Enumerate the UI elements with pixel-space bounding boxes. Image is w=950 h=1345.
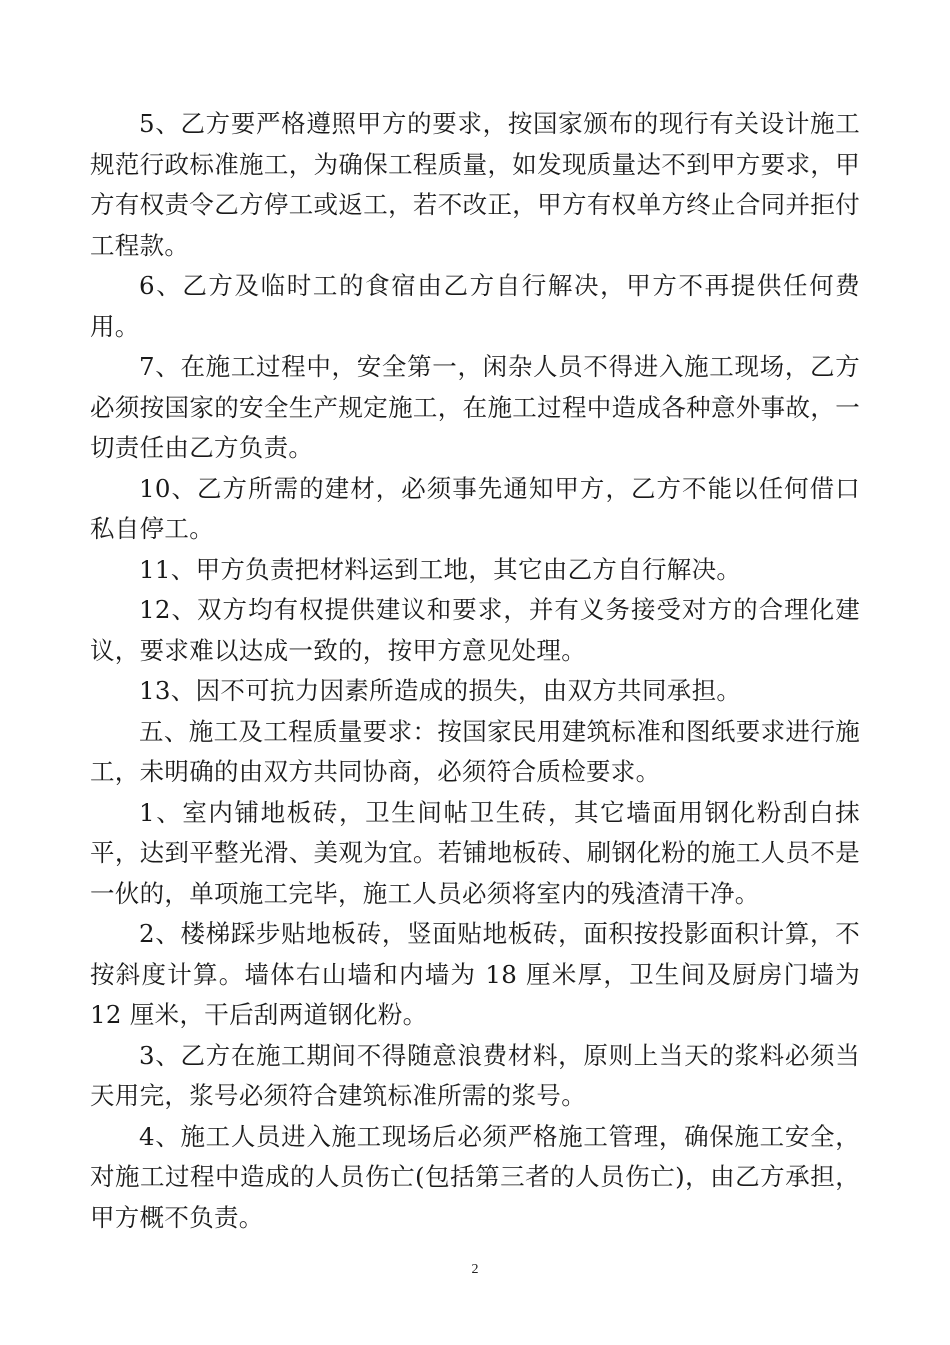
paragraph-clause-11: 11、甲方负责把材料运到工地，其它由乙方自行解决。 (139, 554, 742, 584)
paragraph-clause-7: 7、在施工过程中，安全第一，闲杂人员不得进入施工现场，乙方必须按国家的安全生产规定施工，在施工过程中造成各种意外事故，一切责任由乙方负责。 (90, 352, 860, 462)
paragraph-clause-12: 12、双方均有权提供建议和要求，并有义务接受对方的合理化建议，要求难以达成一致的，按甲方意见处理。 (90, 595, 860, 665)
paragraph-clause-13: 13、因不可抗力因素所造成的损失，由双方共同承担。 (139, 676, 742, 705)
paragraph-quality-4: 4、施工人员进入施工现场后必须严格施工管理，确保施工安全，对施工过程中造成的人员伤亡(包括第三者的人员伤亡)，由乙方承担，甲方概不负责。 (90, 1121, 860, 1232)
paragraph-quality-2: 2、楼梯踩步贴地板砖，竖面贴地板砖，面积按投影面积计算，不按斜度计算。墙体右山墙和内墙为 18 厘米厚，卫生间及厨房门墙为12 厘米，干后刮两道钢化粉。 (90, 919, 860, 1029)
paragraph-clause-10: 10、乙方所需的建材，必须事先通知甲方，乙方不能以任何借口私自停工。 (90, 473, 860, 543)
document-body (90, 104, 860, 1238)
paragraph-quality-1: 1、室内铺地板砖，卫生间帖卫生砖，其它墙面用钢化粉刮白抹平，达到平整光滑、美观为宜。若铺地板砖、刷钢化粉的施工人员不是一伙的，单项施工完毕，施工人员必须将室内的残渣清干净。 (90, 797, 860, 908)
paragraph-clause-5: 5、乙方要严格遵照甲方的要求，按国家颁布的现行有关设计施工规范行政标准施工，为确保工程质量，如发现质量达不到甲方要求，甲方有权责令乙方停工或返工，若不改正，甲方有权单方终止合同并拒付工程款。 (90, 109, 860, 260)
page-number: 2 (471, 1262, 479, 1277)
paragraph-clause-6: 6、乙方及临时工的食宿由乙方自行解决，甲方不再提供任何费用。 (90, 271, 860, 341)
paragraph-quality-3: 3、乙方在施工期间不得随意浪费材料，原则上当天的浆料必须当天用完，浆号必须符合建筑标准所需的浆号。 (90, 1040, 860, 1110)
section-heading-quality-requirements: 五、施工及工程质量要求：按国家民用建筑标准和图纸要求进行施工，未明确的由双方共同协商，必须符合质检要求。 (90, 716, 860, 786)
